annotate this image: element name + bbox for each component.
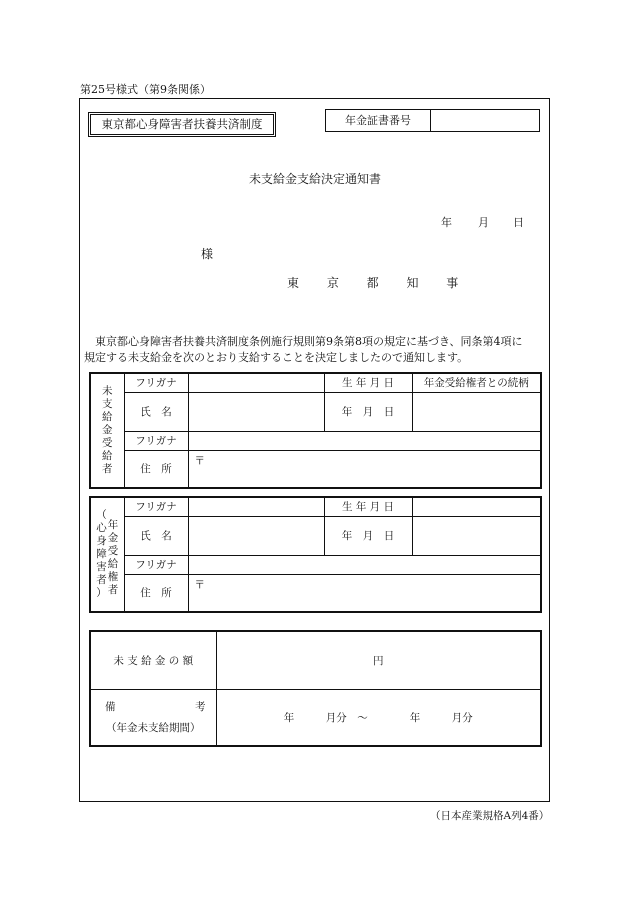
furigana-label: フリガナ	[124, 373, 188, 392]
body-line-1: 東京都心身障害者扶養共済制度条例施行規則第9条第8項の規定に基づき、同条第4項に	[95, 335, 523, 348]
body-text	[84, 334, 550, 366]
date-year: 年	[441, 216, 452, 229]
address-furigana-label: フリガナ	[124, 555, 188, 574]
birth-label: 生 年 月 日	[324, 373, 412, 392]
furigana-field[interactable]	[188, 373, 324, 392]
birth-field[interactable]: 年 月 日	[324, 392, 412, 431]
document-title: 未支給金支給決定通知書	[248, 172, 381, 186]
address-furigana-label: フリガナ	[124, 431, 188, 450]
name-label: 氏 名	[124, 516, 188, 555]
name-field[interactable]	[188, 516, 324, 555]
recipient-section-label: 未 支 給 金 受 給 者	[90, 373, 124, 488]
date-day: 日	[513, 216, 524, 229]
system-name-box: 東京都心身障害者扶養共済制度	[88, 112, 276, 137]
remarks-label: 備 考 （年金未支給期間）	[90, 689, 216, 746]
recipient-suffix: 様	[201, 247, 214, 261]
amount-table	[89, 630, 542, 747]
form-number: 第25号様式（第9条関係）	[80, 83, 211, 96]
birth-extra-field[interactable]	[412, 497, 541, 516]
address-furigana-field[interactable]	[188, 555, 541, 574]
remarks-period-field[interactable]: 年 月分 〜 年 月分	[216, 689, 541, 746]
paper-standard-note: （日本産業規格A列4番）	[430, 810, 550, 822]
recipient-table	[89, 372, 542, 489]
birth-field[interactable]: 年 月 日	[324, 516, 412, 555]
address-label: 住 所	[124, 574, 188, 612]
address-label: 住 所	[124, 450, 188, 488]
issuer: 東 京 都 知 事	[287, 276, 471, 290]
relation-label: 年金受給権者との続柄	[412, 373, 541, 392]
furigana-field[interactable]	[188, 497, 324, 516]
remarks-sub-label: （年金未支給期間）	[106, 722, 201, 735]
amount-label: 未 支 給 金 の 額	[90, 631, 216, 689]
address-field[interactable]: 〒	[188, 450, 541, 488]
name-field[interactable]	[188, 392, 324, 431]
address-furigana-field[interactable]	[188, 431, 541, 450]
pension-cert-label: 年金証書番号	[325, 109, 430, 132]
birth-label: 生 年 月 日	[324, 497, 412, 516]
pension-cert-value-field[interactable]	[430, 109, 540, 132]
date-month: 月	[478, 216, 489, 229]
furigana-label: フリガナ	[124, 497, 188, 516]
name-label: 氏 名	[124, 392, 188, 431]
pension-holder-table	[89, 496, 542, 613]
relation-field[interactable]	[412, 392, 541, 431]
body-line-2: 規定する未支給金を次のとおり支給することを決定しましたので通知します。	[84, 351, 469, 364]
pension-holder-section-label: （ 心 身 障 害 者 ） 年 金 受 給 権 者	[90, 497, 124, 612]
relation-field[interactable]	[412, 516, 541, 555]
address-field[interactable]: 〒	[188, 574, 541, 612]
amount-field[interactable]: 円	[216, 631, 541, 689]
